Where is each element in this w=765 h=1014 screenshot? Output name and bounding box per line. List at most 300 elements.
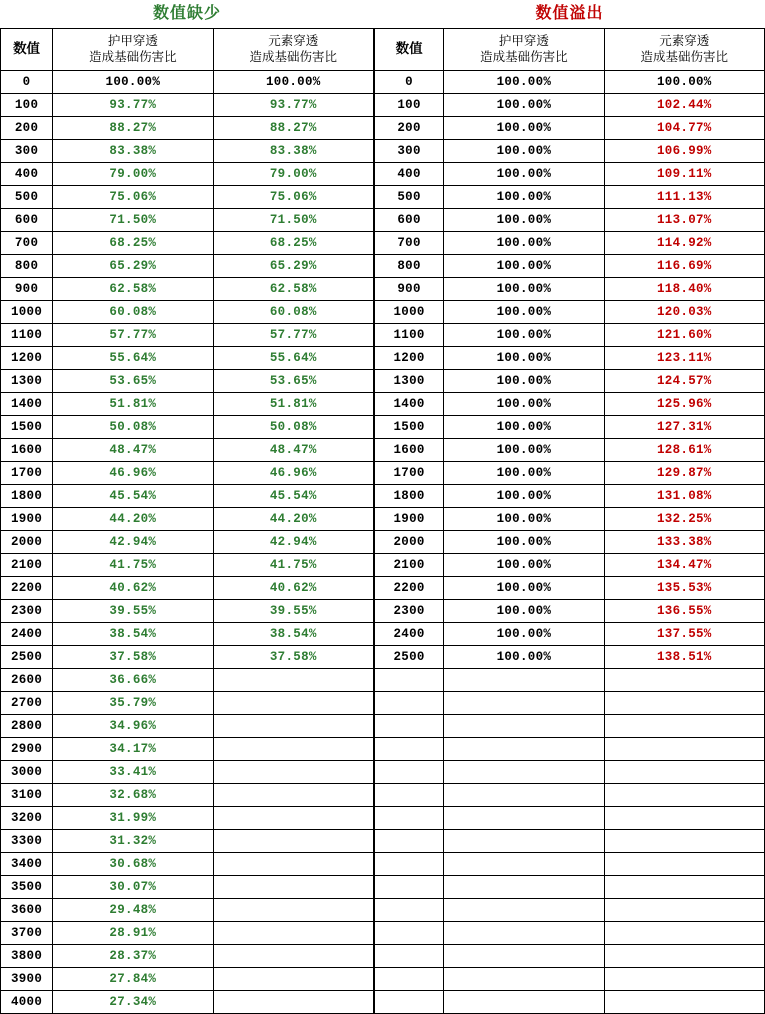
cell-empty bbox=[375, 876, 444, 899]
cell-armor-penetration-ratio: 50.08% bbox=[53, 416, 213, 439]
cell-empty bbox=[604, 715, 764, 738]
cell-armor-penetration-ratio: 100.00% bbox=[444, 209, 604, 232]
cell-value: 1400 bbox=[375, 393, 444, 416]
table-row bbox=[1, 140, 374, 163]
table-row-empty bbox=[375, 715, 765, 738]
cell-element-penetration-ratio bbox=[213, 922, 373, 945]
table-row bbox=[375, 301, 765, 324]
cell-armor-penetration-ratio: 48.47% bbox=[53, 439, 213, 462]
table-row-empty bbox=[375, 738, 765, 761]
table-row bbox=[1, 876, 374, 899]
cell-value: 1900 bbox=[375, 508, 444, 531]
table-row bbox=[1, 416, 374, 439]
cell-empty bbox=[375, 922, 444, 945]
cell-empty bbox=[375, 945, 444, 968]
cell-value: 1300 bbox=[1, 370, 53, 393]
cell-element-penetration-ratio: 133.38% bbox=[604, 531, 764, 554]
header-armor-penetration bbox=[53, 29, 213, 71]
cell-armor-penetration-ratio: 28.37% bbox=[53, 945, 213, 968]
cell-value: 3700 bbox=[1, 922, 53, 945]
cell-value: 1200 bbox=[1, 347, 53, 370]
cell-element-penetration-ratio: 39.55% bbox=[213, 600, 373, 623]
cell-value: 2300 bbox=[1, 600, 53, 623]
cell-armor-penetration-ratio: 100.00% bbox=[444, 94, 604, 117]
table-row bbox=[1, 324, 374, 347]
cell-element-penetration-ratio bbox=[213, 738, 373, 761]
table-row bbox=[375, 209, 765, 232]
cell-element-penetration-ratio: 131.08% bbox=[604, 485, 764, 508]
cell-element-penetration-ratio: 135.53% bbox=[604, 577, 764, 600]
cell-element-penetration-ratio: 111.13% bbox=[604, 186, 764, 209]
table-row bbox=[375, 531, 765, 554]
cell-element-penetration-ratio: 132.25% bbox=[604, 508, 764, 531]
cell-value: 0 bbox=[1, 71, 53, 94]
cell-value: 3000 bbox=[1, 761, 53, 784]
cell-empty bbox=[604, 692, 764, 715]
cell-value: 2000 bbox=[375, 531, 444, 554]
cell-element-penetration-ratio bbox=[213, 968, 373, 991]
cell-armor-penetration-ratio: 36.66% bbox=[53, 669, 213, 692]
cell-value: 2000 bbox=[1, 531, 53, 554]
cell-empty bbox=[604, 945, 764, 968]
cell-armor-penetration-ratio: 100.00% bbox=[444, 255, 604, 278]
cell-armor-penetration-ratio: 100.00% bbox=[444, 301, 604, 324]
table-row-empty bbox=[375, 692, 765, 715]
header-element-penetration-line2: 造成基础伤害比 bbox=[249, 49, 338, 64]
table-row bbox=[375, 462, 765, 485]
cell-empty bbox=[444, 945, 604, 968]
cell-empty bbox=[375, 738, 444, 761]
header-value: 数值 bbox=[375, 29, 444, 71]
cell-armor-penetration-ratio: 32.68% bbox=[53, 784, 213, 807]
table-row bbox=[375, 646, 765, 669]
cell-element-penetration-ratio: 51.81% bbox=[213, 393, 373, 416]
table-row-empty bbox=[375, 922, 765, 945]
cell-armor-penetration-ratio: 100.00% bbox=[444, 163, 604, 186]
cell-value: 2100 bbox=[1, 554, 53, 577]
cell-empty bbox=[444, 853, 604, 876]
cell-armor-penetration-ratio: 31.99% bbox=[53, 807, 213, 830]
cell-value: 1500 bbox=[1, 416, 53, 439]
cell-element-penetration-ratio: 138.51% bbox=[604, 646, 764, 669]
table-row bbox=[375, 186, 765, 209]
cell-empty bbox=[444, 876, 604, 899]
cell-element-penetration-ratio bbox=[213, 899, 373, 922]
cell-empty bbox=[604, 922, 764, 945]
cell-value: 3500 bbox=[1, 876, 53, 899]
cell-armor-penetration-ratio: 100.00% bbox=[444, 439, 604, 462]
table-row bbox=[1, 209, 374, 232]
cell-value: 1700 bbox=[375, 462, 444, 485]
table-row bbox=[375, 324, 765, 347]
overflow-table-body bbox=[375, 71, 765, 1014]
cell-value: 800 bbox=[1, 255, 53, 278]
cell-empty bbox=[375, 715, 444, 738]
header-value: 数值 bbox=[1, 29, 53, 71]
cell-element-penetration-ratio: 134.47% bbox=[604, 554, 764, 577]
header-armor-penetration-line1: 护甲穿透 bbox=[498, 33, 549, 48]
cell-empty bbox=[444, 692, 604, 715]
table-header-row bbox=[1, 29, 374, 71]
header-element-penetration bbox=[604, 29, 764, 71]
cell-empty bbox=[444, 830, 604, 853]
cell-empty bbox=[375, 761, 444, 784]
cell-armor-penetration-ratio: 34.17% bbox=[53, 738, 213, 761]
cell-armor-penetration-ratio: 100.00% bbox=[444, 554, 604, 577]
cell-empty bbox=[375, 669, 444, 692]
cell-value: 1700 bbox=[1, 462, 53, 485]
cell-armor-penetration-ratio: 71.50% bbox=[53, 209, 213, 232]
header-armor-penetration bbox=[444, 29, 604, 71]
cell-armor-penetration-ratio: 75.06% bbox=[53, 186, 213, 209]
cell-element-penetration-ratio: 136.55% bbox=[604, 600, 764, 623]
table-row bbox=[1, 623, 374, 646]
cell-element-penetration-ratio bbox=[213, 830, 373, 853]
table-row bbox=[375, 140, 765, 163]
cell-element-penetration-ratio: 124.57% bbox=[604, 370, 764, 393]
cell-element-penetration-ratio: 83.38% bbox=[213, 140, 373, 163]
cell-value: 2200 bbox=[1, 577, 53, 600]
cell-value: 800 bbox=[375, 255, 444, 278]
cell-element-penetration-ratio: 116.69% bbox=[604, 255, 764, 278]
cell-value: 2400 bbox=[375, 623, 444, 646]
table-row bbox=[1, 393, 374, 416]
cell-value: 2100 bbox=[375, 554, 444, 577]
table-row bbox=[1, 508, 374, 531]
table-row-empty bbox=[375, 807, 765, 830]
cell-armor-penetration-ratio: 100.00% bbox=[444, 347, 604, 370]
cell-value: 3300 bbox=[1, 830, 53, 853]
cell-armor-penetration-ratio: 29.48% bbox=[53, 899, 213, 922]
table-row bbox=[1, 646, 374, 669]
cell-element-penetration-ratio: 75.06% bbox=[213, 186, 373, 209]
header-armor-penetration-line1: 护甲穿透 bbox=[107, 33, 158, 48]
cell-armor-penetration-ratio: 100.00% bbox=[444, 370, 604, 393]
cell-value: 200 bbox=[375, 117, 444, 140]
cell-value: 1600 bbox=[375, 439, 444, 462]
cell-armor-penetration-ratio: 100.00% bbox=[444, 117, 604, 140]
cell-empty bbox=[604, 807, 764, 830]
cell-armor-penetration-ratio: 100.00% bbox=[53, 71, 213, 94]
cell-value: 2200 bbox=[375, 577, 444, 600]
table-row bbox=[1, 738, 374, 761]
table-row bbox=[375, 347, 765, 370]
cell-element-penetration-ratio: 71.50% bbox=[213, 209, 373, 232]
cell-element-penetration-ratio: 93.77% bbox=[213, 94, 373, 117]
table-row-empty bbox=[375, 968, 765, 991]
cell-element-penetration-ratio: 68.25% bbox=[213, 232, 373, 255]
cell-element-penetration-ratio: 118.40% bbox=[604, 278, 764, 301]
cell-value: 1100 bbox=[1, 324, 53, 347]
table-row bbox=[1, 186, 374, 209]
cell-empty bbox=[444, 922, 604, 945]
cell-value: 2900 bbox=[1, 738, 53, 761]
overflow-table-head bbox=[375, 29, 765, 71]
cell-armor-penetration-ratio: 100.00% bbox=[444, 623, 604, 646]
cell-element-penetration-ratio: 53.65% bbox=[213, 370, 373, 393]
cell-value: 700 bbox=[1, 232, 53, 255]
cell-value: 3400 bbox=[1, 853, 53, 876]
table-row bbox=[375, 623, 765, 646]
table-row bbox=[1, 784, 374, 807]
cell-armor-penetration-ratio: 100.00% bbox=[444, 600, 604, 623]
deficit-table bbox=[0, 28, 374, 1014]
cell-element-penetration-ratio: 37.58% bbox=[213, 646, 373, 669]
cell-empty bbox=[444, 784, 604, 807]
table-row-empty bbox=[375, 761, 765, 784]
table-row bbox=[375, 508, 765, 531]
deficit-table-body bbox=[1, 71, 374, 1014]
cell-value: 1900 bbox=[1, 508, 53, 531]
cell-armor-penetration-ratio: 100.00% bbox=[444, 140, 604, 163]
cell-element-penetration-ratio: 121.60% bbox=[604, 324, 764, 347]
cell-value: 3100 bbox=[1, 784, 53, 807]
cell-empty bbox=[604, 991, 764, 1014]
table-row bbox=[1, 531, 374, 554]
cell-value: 2500 bbox=[1, 646, 53, 669]
cell-armor-penetration-ratio: 62.58% bbox=[53, 278, 213, 301]
cell-value: 300 bbox=[1, 140, 53, 163]
cell-element-penetration-ratio: 100.00% bbox=[213, 71, 373, 94]
cell-value: 500 bbox=[375, 186, 444, 209]
cell-armor-penetration-ratio: 83.38% bbox=[53, 140, 213, 163]
cell-value: 900 bbox=[375, 278, 444, 301]
cell-armor-penetration-ratio: 27.84% bbox=[53, 968, 213, 991]
cell-value: 3200 bbox=[1, 807, 53, 830]
table-row bbox=[1, 462, 374, 485]
table-row bbox=[1, 991, 374, 1014]
cell-element-penetration-ratio: 100.00% bbox=[604, 71, 764, 94]
cell-value: 0 bbox=[375, 71, 444, 94]
cell-armor-penetration-ratio: 46.96% bbox=[53, 462, 213, 485]
table-row bbox=[1, 692, 374, 715]
cell-armor-penetration-ratio: 65.29% bbox=[53, 255, 213, 278]
cell-armor-penetration-ratio: 100.00% bbox=[444, 485, 604, 508]
cell-element-penetration-ratio bbox=[213, 945, 373, 968]
table-row bbox=[375, 370, 765, 393]
table-row bbox=[375, 94, 765, 117]
cell-armor-penetration-ratio: 55.64% bbox=[53, 347, 213, 370]
table-row bbox=[1, 899, 374, 922]
cell-empty bbox=[604, 968, 764, 991]
table-row bbox=[1, 761, 374, 784]
cell-element-penetration-ratio: 65.29% bbox=[213, 255, 373, 278]
table-row bbox=[375, 255, 765, 278]
cell-element-penetration-ratio bbox=[213, 784, 373, 807]
cell-armor-penetration-ratio: 88.27% bbox=[53, 117, 213, 140]
table-row bbox=[1, 347, 374, 370]
cell-element-penetration-ratio: 106.99% bbox=[604, 140, 764, 163]
cell-armor-penetration-ratio: 100.00% bbox=[444, 416, 604, 439]
cell-value: 1200 bbox=[375, 347, 444, 370]
cell-value: 2400 bbox=[1, 623, 53, 646]
cell-value: 600 bbox=[1, 209, 53, 232]
cell-element-penetration-ratio: 109.11% bbox=[604, 163, 764, 186]
header-element-penetration-line1: 元素穿透 bbox=[659, 33, 710, 48]
table-row bbox=[1, 370, 374, 393]
cell-armor-penetration-ratio: 100.00% bbox=[444, 508, 604, 531]
table-row bbox=[375, 278, 765, 301]
cell-armor-penetration-ratio: 100.00% bbox=[444, 232, 604, 255]
table-row bbox=[1, 278, 374, 301]
cell-value: 1100 bbox=[375, 324, 444, 347]
cell-value: 1000 bbox=[1, 301, 53, 324]
cell-empty bbox=[375, 807, 444, 830]
cell-empty bbox=[375, 784, 444, 807]
cell-element-penetration-ratio: 129.87% bbox=[604, 462, 764, 485]
cell-empty bbox=[375, 968, 444, 991]
cell-empty bbox=[444, 899, 604, 922]
table-row-empty bbox=[375, 853, 765, 876]
deficit-table-head bbox=[1, 29, 374, 71]
table-row-empty bbox=[375, 784, 765, 807]
cell-empty bbox=[604, 669, 764, 692]
table-row bbox=[375, 71, 765, 94]
cell-armor-penetration-ratio: 41.75% bbox=[53, 554, 213, 577]
table-row bbox=[1, 255, 374, 278]
cell-element-penetration-ratio bbox=[213, 876, 373, 899]
deficit-panel-title: 数值缺少 bbox=[152, 5, 221, 22]
cell-armor-penetration-ratio: 44.20% bbox=[53, 508, 213, 531]
table-row bbox=[1, 117, 374, 140]
cell-empty bbox=[444, 991, 604, 1014]
overflow-table bbox=[374, 28, 765, 1014]
cell-value: 1800 bbox=[1, 485, 53, 508]
cell-armor-penetration-ratio: 100.00% bbox=[444, 324, 604, 347]
cell-armor-penetration-ratio: 31.32% bbox=[53, 830, 213, 853]
table-row bbox=[1, 715, 374, 738]
cell-element-penetration-ratio: 44.20% bbox=[213, 508, 373, 531]
cell-value: 1500 bbox=[375, 416, 444, 439]
cell-empty bbox=[375, 899, 444, 922]
cell-element-penetration-ratio: 41.75% bbox=[213, 554, 373, 577]
header-element-penetration-line1: 元素穿透 bbox=[268, 33, 319, 48]
cell-armor-penetration-ratio: 93.77% bbox=[53, 94, 213, 117]
cell-element-penetration-ratio: 55.64% bbox=[213, 347, 373, 370]
cell-value: 3900 bbox=[1, 968, 53, 991]
table-row-empty bbox=[375, 669, 765, 692]
cell-element-penetration-ratio: 50.08% bbox=[213, 416, 373, 439]
cell-empty bbox=[604, 853, 764, 876]
table-row bbox=[375, 416, 765, 439]
cell-empty bbox=[604, 761, 764, 784]
cell-empty bbox=[444, 715, 604, 738]
table-row-empty bbox=[375, 945, 765, 968]
table-row bbox=[1, 163, 374, 186]
cell-armor-penetration-ratio: 37.58% bbox=[53, 646, 213, 669]
table-row bbox=[1, 669, 374, 692]
header-armor-penetration-line2: 造成基础伤害比 bbox=[480, 49, 568, 64]
cell-element-penetration-ratio: 40.62% bbox=[213, 577, 373, 600]
table-row bbox=[1, 301, 374, 324]
table-row bbox=[1, 830, 374, 853]
cell-element-penetration-ratio: 38.54% bbox=[213, 623, 373, 646]
cell-value: 1400 bbox=[1, 393, 53, 416]
cell-element-penetration-ratio: 102.44% bbox=[604, 94, 764, 117]
cell-value: 2700 bbox=[1, 692, 53, 715]
cell-value: 200 bbox=[1, 117, 53, 140]
cell-value: 100 bbox=[375, 94, 444, 117]
table-row bbox=[375, 485, 765, 508]
cell-element-penetration-ratio bbox=[213, 715, 373, 738]
cell-armor-penetration-ratio: 100.00% bbox=[444, 186, 604, 209]
table-row bbox=[1, 232, 374, 255]
cell-armor-penetration-ratio: 39.55% bbox=[53, 600, 213, 623]
cell-value: 700 bbox=[375, 232, 444, 255]
cell-empty bbox=[444, 807, 604, 830]
cell-element-penetration-ratio: 88.27% bbox=[213, 117, 373, 140]
cell-armor-penetration-ratio: 38.54% bbox=[53, 623, 213, 646]
table-row bbox=[1, 485, 374, 508]
table-row bbox=[1, 807, 374, 830]
cell-element-penetration-ratio bbox=[213, 807, 373, 830]
cell-element-penetration-ratio: 120.03% bbox=[604, 301, 764, 324]
cell-element-penetration-ratio: 62.58% bbox=[213, 278, 373, 301]
cell-element-penetration-ratio bbox=[213, 761, 373, 784]
cell-empty bbox=[375, 853, 444, 876]
cell-empty bbox=[444, 968, 604, 991]
cell-armor-penetration-ratio: 30.68% bbox=[53, 853, 213, 876]
table-row bbox=[375, 439, 765, 462]
cell-armor-penetration-ratio: 42.94% bbox=[53, 531, 213, 554]
cell-value: 400 bbox=[375, 163, 444, 186]
cell-armor-penetration-ratio: 100.00% bbox=[444, 278, 604, 301]
deficit-panel bbox=[0, 0, 374, 1009]
cell-value: 1600 bbox=[1, 439, 53, 462]
cell-value: 2600 bbox=[1, 669, 53, 692]
table-row bbox=[1, 71, 374, 94]
cell-armor-penetration-ratio: 33.41% bbox=[53, 761, 213, 784]
cell-value: 600 bbox=[375, 209, 444, 232]
table-row bbox=[1, 577, 374, 600]
cell-element-penetration-ratio: 48.47% bbox=[213, 439, 373, 462]
cell-armor-penetration-ratio: 51.81% bbox=[53, 393, 213, 416]
table-row bbox=[375, 232, 765, 255]
cell-value: 1300 bbox=[375, 370, 444, 393]
cell-element-penetration-ratio: 42.94% bbox=[213, 531, 373, 554]
cell-armor-penetration-ratio: 100.00% bbox=[444, 577, 604, 600]
cell-empty bbox=[444, 761, 604, 784]
cell-armor-penetration-ratio: 100.00% bbox=[444, 71, 604, 94]
table-row-empty bbox=[375, 876, 765, 899]
cell-element-penetration-ratio: 128.61% bbox=[604, 439, 764, 462]
table-row bbox=[1, 945, 374, 968]
cell-armor-penetration-ratio: 100.00% bbox=[444, 393, 604, 416]
table-row bbox=[1, 94, 374, 117]
cell-value: 500 bbox=[1, 186, 53, 209]
header-element-penetration-line2: 造成基础伤害比 bbox=[640, 49, 729, 64]
table-row bbox=[375, 554, 765, 577]
cell-value: 3800 bbox=[1, 945, 53, 968]
cell-armor-penetration-ratio: 100.00% bbox=[444, 462, 604, 485]
cell-armor-penetration-ratio: 28.91% bbox=[53, 922, 213, 945]
cell-element-penetration-ratio: 123.11% bbox=[604, 347, 764, 370]
cell-armor-penetration-ratio: 27.34% bbox=[53, 991, 213, 1014]
cell-empty bbox=[604, 899, 764, 922]
cell-element-penetration-ratio: 113.07% bbox=[604, 209, 764, 232]
table-row bbox=[1, 853, 374, 876]
cell-value: 3600 bbox=[1, 899, 53, 922]
cell-value: 2300 bbox=[375, 600, 444, 623]
cell-armor-penetration-ratio: 30.07% bbox=[53, 876, 213, 899]
cell-value: 2500 bbox=[375, 646, 444, 669]
cell-element-penetration-ratio: 79.00% bbox=[213, 163, 373, 186]
cell-armor-penetration-ratio: 100.00% bbox=[444, 531, 604, 554]
table-row bbox=[375, 117, 765, 140]
table-header-row bbox=[375, 29, 765, 71]
cell-armor-penetration-ratio: 53.65% bbox=[53, 370, 213, 393]
cell-value: 300 bbox=[375, 140, 444, 163]
